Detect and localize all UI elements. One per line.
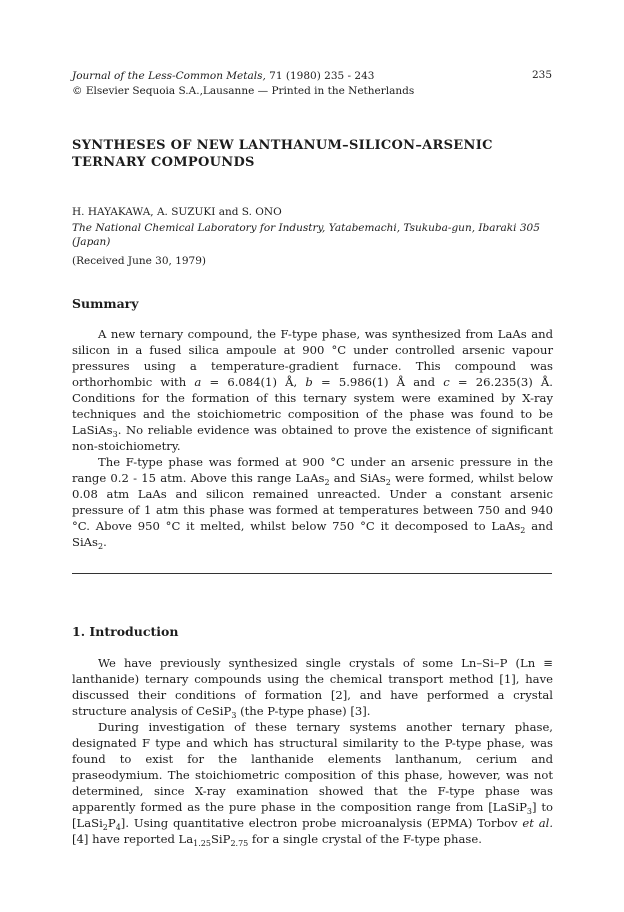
section-divider xyxy=(72,573,552,574)
variable-c: c xyxy=(443,375,450,389)
text-run: were formed, whilst below 0.08 atm LaAs and silicon remained unreacted. Under a constant arsenic pressure of 1 atm this phase was formed at temperatures between 750 and 940 °C. Above 950 °C it melted, whilst below 750 °C it decomposed to LaAs xyxy=(72,471,553,533)
text-run: During investigation of these ternary systems another ternary phase, designated F type and which has structural similarity to the P-type phase, was found to exist for the lanthanide elements lanthanum, cerium and praseodymium. The stoichiometric composition of this phase, however, was not determined, since X-ray examination showed that the F-type phase was apparently formed as the pure phase in the composition range from [LaSiP xyxy=(72,720,553,814)
subscript: 2.75 xyxy=(230,839,249,848)
subscript: 2 xyxy=(97,542,104,551)
subscript: 3 xyxy=(526,807,532,816)
summary-paragraph-2 xyxy=(72,454,553,550)
text-run: ] to [LaSi xyxy=(72,800,553,830)
article-title: SYNTHESES OF NEW LANTHANUM–SILICON–ARSENIC TERNARY COMPOUNDS xyxy=(72,138,493,170)
volume-pages: 71 (1980) 235 - 243 xyxy=(265,70,375,82)
text-run: = 5.986(1) Å and xyxy=(312,375,444,389)
introduction-heading: 1. Introduction xyxy=(72,624,179,639)
publisher-line: © Elsevier Sequoia S.A.,Lausanne — Printed in the Netherlands xyxy=(72,85,415,97)
subscript: 3 xyxy=(231,711,237,720)
received-date: (Received June 30, 1979) xyxy=(72,255,207,267)
text-run: = 26.235(3) Å. Conditions for the formation of this ternary system were examined by X-ray techniques and the stoichiometric composition of the phase was found to be LaSiAs xyxy=(72,375,553,437)
subscript: 4 xyxy=(115,823,121,832)
text-run: . xyxy=(103,535,107,549)
et-al: et al. xyxy=(522,816,553,830)
text-run: . No reliable evidence was obtained to prove the existence of significant non-stoichiometry. xyxy=(72,423,553,453)
text-run: and SiAs xyxy=(72,519,553,549)
subscript: 2 xyxy=(102,823,108,832)
journal-name: Journal of the Less-Common Metals, xyxy=(72,70,266,82)
introduction-body xyxy=(72,655,553,847)
text-run: The F-type phase was formed at 900 °C under an arsenic pressure in the range 0.2 - 15 atm. Above this range LaAs xyxy=(72,455,553,485)
text-run: (the P-type phase) [3]. xyxy=(236,704,371,718)
text-run: SiP xyxy=(210,832,231,846)
journal-citation xyxy=(72,69,553,83)
subscript: 1.25 xyxy=(193,839,211,848)
summary-body xyxy=(72,326,553,550)
text-run: and SiAs xyxy=(329,471,386,485)
subscript: 2 xyxy=(324,478,330,487)
variable-a: a xyxy=(194,375,202,389)
text-run: for a single crystal of the F-type phase. xyxy=(248,832,482,846)
text-run: = 6.084(1) Å, xyxy=(201,375,306,389)
text-run: ]. Using quantitative electron probe microanalysis (EPMA) Torbov xyxy=(120,816,523,830)
text-run: [4] have reported La xyxy=(72,832,194,846)
summary-paragraph-1 xyxy=(72,326,553,454)
intro-paragraph-1 xyxy=(72,655,553,719)
subscript: 2 xyxy=(385,478,391,487)
intro-paragraph-2 xyxy=(72,719,553,847)
variable-b: b xyxy=(305,375,313,389)
page-number: 235 xyxy=(531,69,552,81)
subscript: 3 xyxy=(112,430,118,439)
text-run: A new ternary compound, the F-type phase, was synthesized from LaAs and silicon in a fused silica ampoule at 900 °C under controlled arsenic vapour pressures using a temperature-gradient furnace. This compound was orthorhombic with xyxy=(72,327,553,389)
subscript: 2 xyxy=(520,526,526,535)
text-run: We have previously synthesized single crystals of some Ln–Si–P (Ln ≡ lanthanide) ternary compounds using the chemical transport method [1], have discussed their conditions of formation [2], and have performed a crystal structure analysis of CeSiP xyxy=(72,656,553,718)
affiliation: The National Chemical Laboratory for Industry, Yatabemachi, Tsukuba-gun, Ibaraki 305 (Japan) xyxy=(72,222,540,248)
authors: H. HAYAKAWA, A. SUZUKI and S. ONO xyxy=(72,206,282,218)
summary-heading: Summary xyxy=(72,296,139,311)
text-run: P xyxy=(107,816,116,830)
